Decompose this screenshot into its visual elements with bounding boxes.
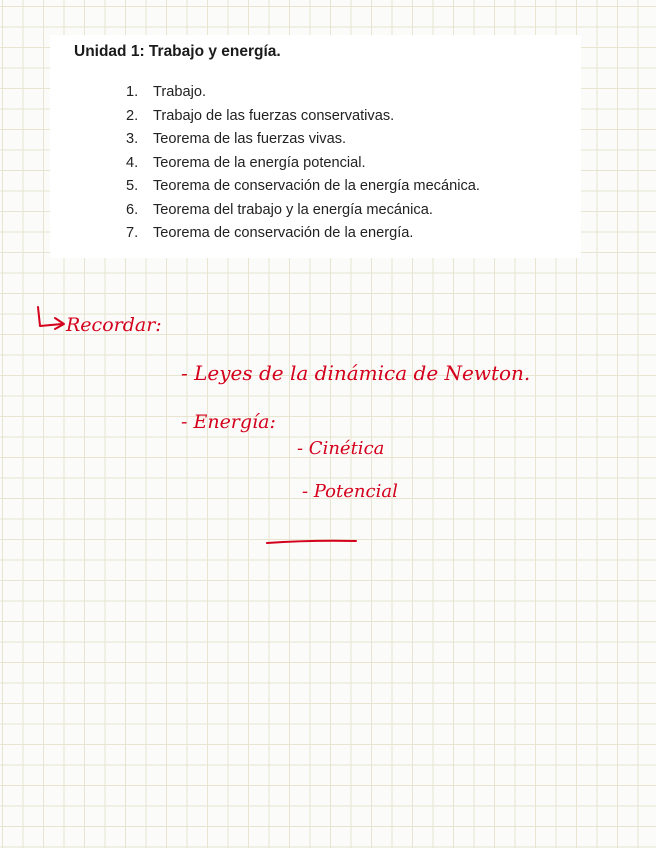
note-kinetic: - Cinética: [297, 438, 385, 459]
note-potential: - Potencial: [302, 481, 398, 502]
item-number: 4.: [126, 154, 139, 171]
item-text: Teorema de conservación de la energía mecánica.: [153, 178, 480, 194]
item-text: Teorema de la energía potencial.: [153, 154, 366, 171]
note-newton-laws: - Leyes de la dinámica de Newton.: [181, 361, 531, 385]
item-text: Teorema de las fuerzas vivas.: [153, 131, 347, 147]
unit-title: Unidad 1: Trabajo y energía.: [74, 43, 281, 60]
item-number: 2.: [126, 107, 139, 124]
note-energy: - Energía:: [181, 411, 276, 433]
arrow-icon: [38, 307, 64, 329]
item-number: 7.: [126, 225, 139, 241]
item-text: Trabajo de las fuerzas conservativas.: [153, 107, 395, 124]
item-text: Teorema del trabajo y la energía mecánica.: [153, 201, 433, 218]
item-number: 1.: [126, 84, 139, 100]
notes-heading: Recordar:: [66, 314, 162, 336]
item-number: 5.: [126, 178, 139, 194]
item-number: 6.: [126, 201, 139, 218]
item-number: 3.: [126, 131, 139, 147]
divider-stroke: [267, 541, 356, 543]
item-text: Teorema de conservación de la energía.: [153, 225, 414, 241]
item-text: Trabajo.: [153, 84, 206, 100]
